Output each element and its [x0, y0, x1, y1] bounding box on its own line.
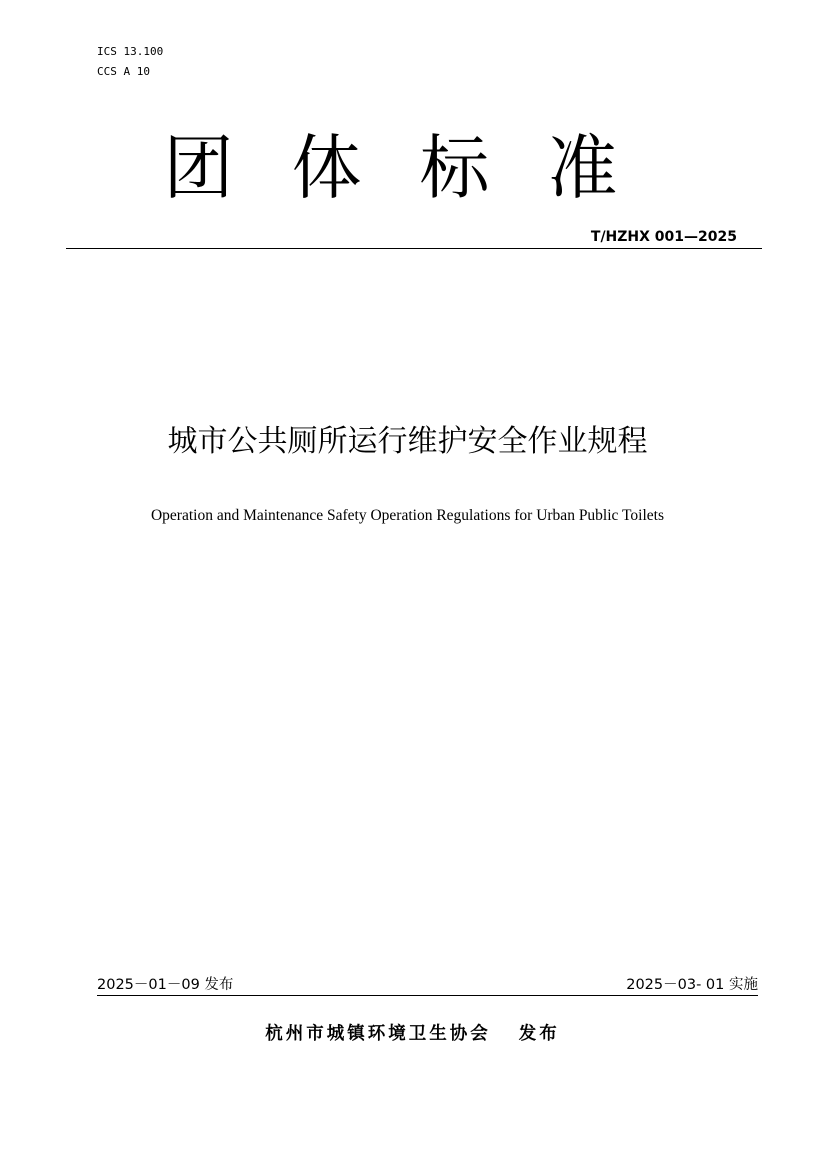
issue-date: 2025－01－09 发布 — [97, 977, 234, 993]
publisher-name: 杭州市城镇环境卫生协会 — [265, 1024, 491, 1044]
standard-type-heading: 团体标准 — [163, 127, 676, 209]
document-title-chinese: 城市公共厕所运行维护安全作业规程 — [167, 424, 648, 459]
publisher-line — [0, 1020, 815, 1048]
classification-codes — [97, 42, 163, 82]
standard-number: T/HZHX 001—2025 — [590, 229, 737, 245]
publisher-action: 发布 — [518, 1024, 560, 1044]
ics-code: ICS 13.100 — [97, 45, 164, 58]
implementation-date: 2025－03- 01 实施 — [626, 977, 758, 993]
footer-divider — [97, 995, 758, 996]
date-row — [97, 974, 758, 996]
document-title-english: Operation and Maintenance Safety Operation Regulations for Urban Public Toilets — [150, 507, 664, 524]
ccs-code: CCS A 10 — [97, 65, 150, 78]
header-divider — [66, 248, 762, 249]
